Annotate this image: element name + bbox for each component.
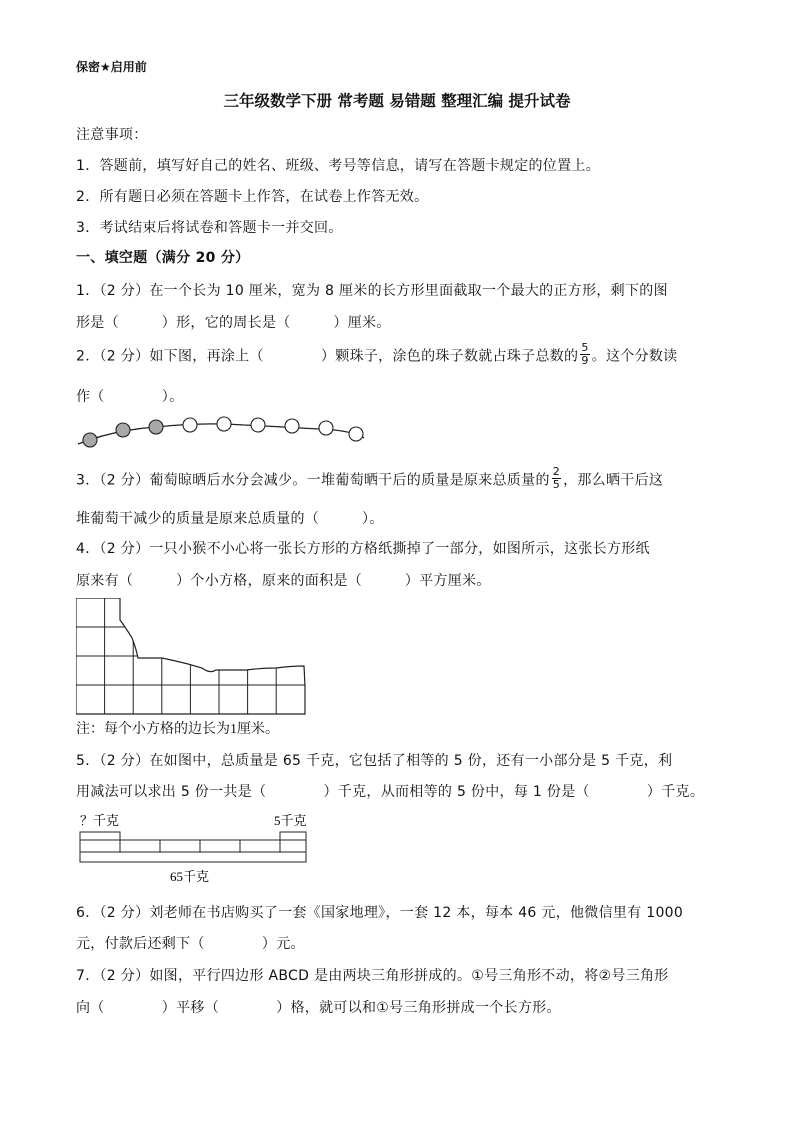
label-unknown: ？千克 bbox=[80, 813, 120, 828]
confidential-label: 保密★启用前 bbox=[76, 60, 147, 74]
q3-frac-denominator: 5 bbox=[552, 478, 561, 491]
q7-line1: 7．（2 分）如图，平行四边形 ABCD 是由两块三角形拼成的。①号三角形不动，将②号三角形 bbox=[76, 968, 669, 984]
q3-text-before: 3．（2 分）葡萄晾晒后水分会减少。一堆葡萄晒干后的质量是原来总质量的 bbox=[76, 472, 550, 489]
brace-total bbox=[80, 852, 306, 862]
bead-plain bbox=[285, 419, 299, 433]
bead-plain bbox=[349, 427, 363, 441]
q4-line2: 原来有（ ）个小方格，原来的面积是（ ）平方厘米。 bbox=[76, 573, 491, 589]
bead-string-figure bbox=[74, 410, 374, 452]
q2-line2: 作（ ）。 bbox=[76, 389, 184, 405]
notice-item-3: 3．考试结束后将试卷和答题卡一并交回。 bbox=[76, 220, 343, 236]
q6-line1: 6．（2 分）刘老师在书店购买了一套《国家地理》，一套 12 本，每本 46 元，他微信里有 1000 bbox=[76, 905, 684, 921]
q3-fraction bbox=[552, 466, 561, 491]
q7-line2: 向（ ）平移（ ）格，就可以和①号三角形拼成一个长方形。 bbox=[76, 1000, 561, 1016]
total-bar bbox=[80, 840, 306, 852]
q4-note: 注：每个小方格的边长为1厘米。 bbox=[76, 722, 279, 737]
bead-shaded bbox=[116, 423, 130, 437]
q3-text-after: ，那么晒干后这 bbox=[563, 472, 664, 489]
bead-shaded bbox=[83, 433, 97, 447]
q6-line2: 元，付款后还剩下（ ）元。 bbox=[76, 936, 305, 952]
q4-line1: 4．（2 分）一只小猴不小心将一张长方形的方格纸撕掉了一部分，如图所示，这张长方形纸 bbox=[76, 541, 650, 557]
q3-frac-numerator: 2 bbox=[552, 465, 561, 478]
q2-frac-denominator: 9 bbox=[581, 354, 589, 367]
q3-line2: 堆葡萄干减少的质量是原来总质量的（ ）。 bbox=[76, 511, 384, 527]
q3-line1 bbox=[76, 465, 664, 493]
bead-plain bbox=[319, 421, 333, 435]
bead-plain bbox=[183, 418, 197, 432]
q2-frac-numerator: 5 bbox=[581, 341, 589, 354]
brace-part bbox=[280, 832, 306, 840]
notice-item-2: 2．所有题日必须在答题卡上作答，在试卷上作答无效。 bbox=[76, 189, 429, 205]
label-part: 5千克 bbox=[274, 813, 307, 828]
q5-line2: 用减法可以求出 5 份一共是（ ）千克，从而相等的 5 份中，每 1 份是（ ）千克。 bbox=[76, 784, 705, 800]
q1-line1: 1．（2 分）在一个长为 10 厘米，宽为 8 厘米的长方形里面截取一个最大的正方形，剩下的图 bbox=[76, 283, 668, 299]
q2-text-before: 2．（2 分）如下图，再涂上（ ）颗珠子，涂色的珠子数就占珠子总数的 bbox=[76, 348, 579, 365]
notice-heading: 注意事项： bbox=[76, 127, 148, 143]
q5-line1: 5．（2 分）在如图中，总质量是 65 千克，它包括了相等的 5 份，还有一小部分是 5 千克，利 bbox=[76, 753, 673, 769]
q2-fraction bbox=[580, 342, 589, 367]
notice-item-1: 1．答题前，填写好自己的姓名、班级、考号等信息，请写在答题卡规定的位置上。 bbox=[76, 158, 601, 174]
bead-shaded bbox=[149, 420, 163, 434]
page-title: 三年级数学下册 常考题 易错题 整理汇编 提升试卷 bbox=[223, 92, 571, 110]
q2-text-after: 。这个分数读 bbox=[591, 348, 678, 365]
q2-line1 bbox=[76, 341, 678, 369]
bead-plain bbox=[251, 418, 265, 432]
torn-grid-figure bbox=[76, 598, 310, 716]
segment-diagram bbox=[76, 810, 316, 890]
q1-line2: 形是（ ）形，它的周长是（ ）厘米。 bbox=[76, 315, 391, 331]
section-heading: 一、填空题（满分 20 分） bbox=[76, 250, 250, 266]
bead-plain bbox=[217, 417, 231, 431]
bar-dividers bbox=[120, 840, 280, 852]
grid-lines bbox=[76, 598, 305, 714]
brace-unknown bbox=[80, 832, 120, 840]
label-total: 65千克 bbox=[170, 869, 210, 884]
